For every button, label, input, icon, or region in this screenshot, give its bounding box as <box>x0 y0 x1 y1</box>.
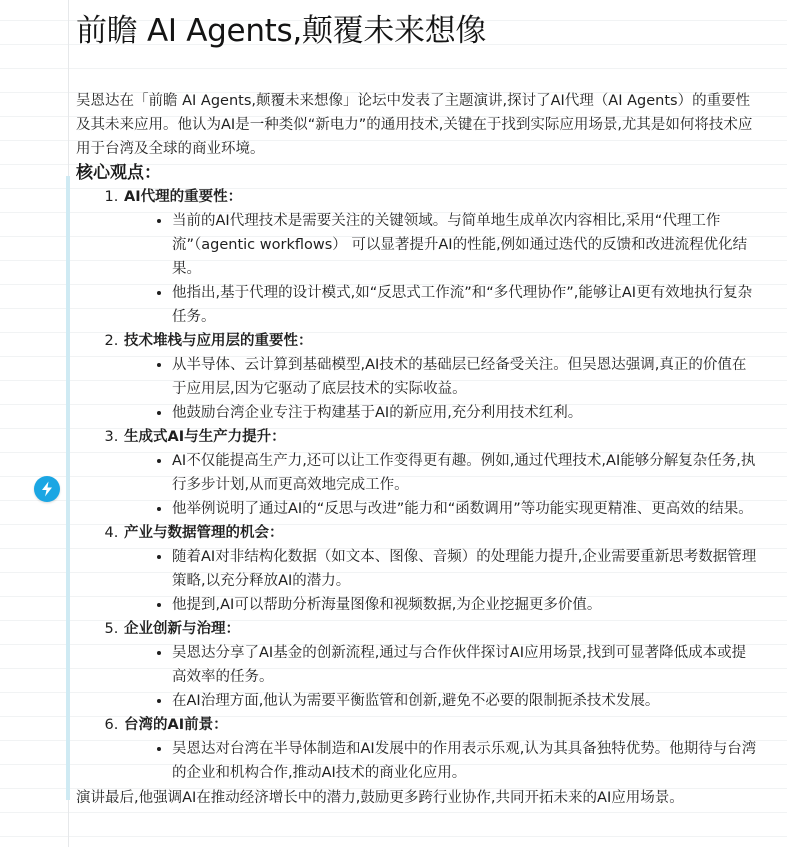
sub-list <box>124 641 766 713</box>
point-title: 产业与数据管理的机会： <box>124 525 284 541</box>
sub-item: • 从半导体、云计算到基础模型,AI技术的基础层已经备受关注。但吴恩达强调,真正的价值在于应用层,因为它驱动了底层技术的实际收益。 <box>172 353 758 401</box>
point-title: 生成式AI与生产力提升： <box>124 429 286 445</box>
sub-item: • 他举例说明了通过AI的“反思与改进”能力和“函数调用”等功能实现更精准、更高效的结果。 <box>172 497 758 521</box>
sub-item: • 吴恩达对台湾在半导体制造和AI发展中的作用表示乐观,认为其具备独特优势。他期待与台湾的企业和机构合作,推动AI技术的商业化应用。 <box>172 737 758 785</box>
sub-list <box>124 353 766 425</box>
sub-item: • 他鼓励台湾企业专注于构建基于AI的新应用,充分利用技术红利。 <box>172 401 758 425</box>
page-title: 前瞻 AI Agents,颠覆未来想像 <box>76 13 487 49</box>
sub-list <box>124 449 766 521</box>
sub-item: • 在AI治理方面,他认为需要平衡监管和创新,避免不必要的限制扼杀技术发展。 <box>172 689 758 713</box>
point-item <box>123 713 766 785</box>
sub-list <box>124 737 766 785</box>
sub-list <box>124 545 766 617</box>
point-item <box>123 521 766 617</box>
sub-item: • 他提到,AI可以帮助分析海量图像和视频数据,为企业挖掘更多价值。 <box>172 593 758 617</box>
point-title: AI代理的重要性： <box>124 189 243 205</box>
section-heading: 核心观点： <box>76 163 161 183</box>
closing-paragraph: 演讲最后,他强调AI在推动经济增长中的潜力,鼓励更多跨行业协作,共同开拓未来的AI应用场景。 <box>76 790 684 806</box>
document-body <box>76 0 766 810</box>
point-item <box>123 617 766 713</box>
point-title: 台湾的AI前景： <box>124 717 228 733</box>
point-title: 企业创新与治理： <box>124 621 240 637</box>
ai-assistant-button[interactable] <box>34 476 60 502</box>
sub-item: • 他指出,基于代理的设计模式,如“反思式工作流”和“多代理协作”,能够让AI更有效地执行复杂任务。 <box>172 281 758 329</box>
block-highlight-bar <box>66 176 70 800</box>
sub-item: • 随着AI对非结构化数据（如文本、图像、音频）的处理能力提升,企业需要重新思考数据管理策略,以充分释放AI的潜力。 <box>172 545 758 593</box>
point-title: 技术堆栈与应用层的重要性： <box>124 333 313 349</box>
point-item <box>123 425 766 521</box>
lightning-bolt-icon <box>40 481 54 497</box>
sub-item: • AI不仅能提高生产力,还可以让工作变得更有趣。例如,通过代理技术,AI能够分解复杂任务,执行多步计划,从而更高效地完成工作。 <box>172 449 758 497</box>
point-item <box>123 185 766 329</box>
intro-paragraph: 吴恩达在「前瞻 AI Agents,颠覆未来想像」论坛中发表了主题演讲,探讨了AI代理（AI Agents）的重要性及其未来应用。他认为AI是一种类似“新电力”的通用技术,关键在于找到实际应用场景,尤其是如何将技术应用于台湾及全球的商业环境。 <box>76 93 753 157</box>
sub-item: • 当前的AI代理技术是需要关注的关键领域。与简单地生成单次内容相比,采用“代理工作流”（agentic workflows） 可以显著提升AI的性能,例如通过迭代的反馈和改进流程优化结果。 <box>172 209 758 281</box>
sub-item: • 吴恩达分享了AI基金的创新流程,通过与合作伙伴探讨AI应用场景,找到可显著降低成本或提高效率的任务。 <box>172 641 758 689</box>
sub-list <box>124 209 766 329</box>
point-item <box>123 329 766 425</box>
key-points-list <box>76 185 766 785</box>
